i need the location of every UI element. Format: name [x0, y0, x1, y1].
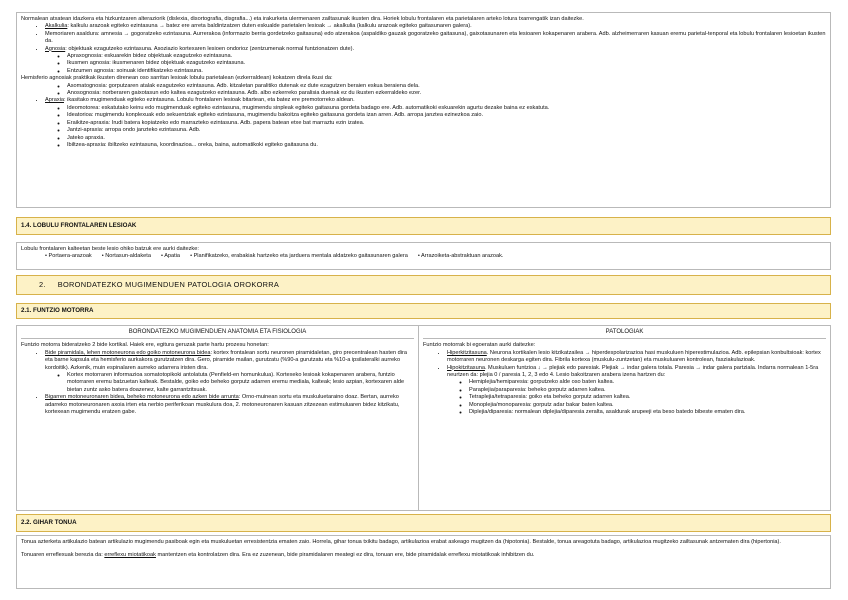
hemisphere-paragraph: Hemisferio agnosiak praktikak ikusten direnean oso sarritan lesioak lobulu parietalean (ezkerraldean) kokatzen direla ikusi da: [21, 75, 333, 82]
term-label: Hiperkitzitasuna [447, 349, 487, 356]
list-item: ◦ Apraxognosia: eskuarekin bidez objektuak ezagutzeko ezintasuna. [67, 53, 826, 60]
frontal-lesion-list [21, 253, 826, 260]
agnosia-sublist [45, 53, 826, 75]
list-item [447, 350, 826, 365]
pathology-column [419, 326, 830, 510]
term-label: Memoriaren asaldura [45, 30, 98, 37]
list-item [45, 97, 826, 149]
term-label: Agnosia [45, 45, 66, 52]
section-header-1-4: 1.4. LOBULU FRONTALAREN LESIOAK [16, 217, 831, 235]
pathology-list [423, 350, 826, 417]
motor-function-table [16, 325, 831, 511]
list-item: ◦ Ideatorioa: mugimendu konplexuak edo sekuentziak egiteko ezintasuna, mugimendu bakoitza egiteko gaitasuna gordeta izan arren. Adb. arropa janztea ezinezkoa zaio. [67, 112, 826, 119]
list-item: ◦ Jantzi-apraxia: arropa ondo janzteko ezintasuna. Adb. [67, 127, 826, 134]
term-label: Akalkulia [45, 23, 68, 30]
text-span: Tonuaren erreflexuak berezia da: [21, 552, 105, 559]
term-text: : kortex frontalean sortu neuronen piramidaletan, giro precentralean hasten dira eta barne kapsula eta hemisferio aurkakora gurutzatzen dira. Gero, piramide mailan, gurutzatu (%90-a gurutzatu eta %10-a ipsilateralki aurreko kordoitik). Azkenik, muin espinalaren aurreko adarrera iristen dira. [45, 349, 407, 371]
term-text: : kalkulu arazoak egiteko ezintasuna → batez ere arreta baldintzatzen duten eskualde parietalen lesioak → akalkulia (kalkulu arazoak egiteko gaitasunaren galera). [67, 23, 472, 30]
tone-paragraph-2 [21, 552, 826, 559]
term-label: Apraxia [45, 97, 64, 104]
term-label: Hipokitzitasuna [447, 364, 485, 371]
list-item: ◦ Ideomotorea: eskatutako keinu edo mugimenduak egiteko ezintasuna, mugimendu sinpleak egiteko gaitasuna gordeta badago ere. Adb. automatikoki eskuarekin agurtu dezake baina ez eskatuta. [67, 105, 826, 112]
list-item: ◦ Anosognosia: norberaren gaixotasun edo kaltea ezagutzeko ezintasuna. Adb. albo ezkerreko paralisia duenak ez du ikusten ezkerraldeko ezer. [67, 90, 826, 97]
list-item: ◦ Eraikitze-apraxia: Irudi batera kopiatzeko edo marrazteko ezintasuna. Adb. papera batean etxe bat marraztu ezin izatea. [67, 120, 826, 127]
list-item: ◦ Paraplejia/paraparesia: beheko gorputz adarren kaltea. [469, 387, 826, 394]
muscle-tone-box [16, 535, 831, 589]
frontal-intro: Lobulu frontalaren kalteetan beste lesio ohiko batzuk ere aurki daitezke: [21, 246, 199, 252]
list-item: ◦ Jateko apraxia. [67, 135, 826, 142]
pathology-intro: Funtzio motorrak bi egoeratan aurki daitezke: [423, 342, 536, 349]
list-item: ◦ Ikusmen agnosia: ikusmenaren bidez objektuak ezagutzeko ezintasuna. [67, 60, 826, 67]
list-item [45, 46, 826, 76]
list-item: ◦ Ibiltzea-apraxia: ibiltzeko ezintasuna, koordinazioa... oreka, baina, automatikoki egiteko gaitasuna du. [67, 142, 826, 149]
list-item: ◦ Asomatognosia: gorputzaren atalak ezagutzeko ezintasuna. Adb. kitzaletan paralitiko dutenak ez dute ezagutzen beraien eskua beraiena dela. [67, 83, 826, 90]
list-item: • Portaera-arazoak [45, 253, 92, 260]
pathway-sublist [45, 372, 414, 394]
section-header-2-2: 2.2. GIHAR TONUA [16, 514, 831, 532]
column-title: PATOLOGIAK [423, 329, 826, 339]
term-text: . Muskuluen funtzioa ↓ → plejiak edo paresiak. Plejiak → indar galera totala. Paresia → indar galera partziala. Indarra normalean 1-5ra neurtzen da: plejia 0 / paresia 1, 2, 3 edo 4. Lesio bakoitzaren arabera izena hartzen du: [447, 364, 819, 379]
term-text: : objektuak ezagutzeko ezintasuna. Asoziazio kortexaren lesioen ondorioz (zentzumenak normal funtzionatzen dute). [65, 45, 355, 52]
chapter-header-2 [16, 275, 831, 295]
section-header-2-1: 2.1. FUNTZIO MOTORRA [16, 303, 831, 319]
term-text: . Neurona kortikalen lesio kitzikatzailea → hiperdespolarizazioa hasi muskuluen hiperestimulazioa. Adb. epilepsian konbultsioak: kortex motorraren neuronen deskarga egiten dira. Fibrila kortexa (muskulu-zuntzetan) eta muskuluaren kontrolean, fasziakulazioak. [447, 349, 821, 364]
term-text: : Orno-muinean sortu eta muskuluetaraino doaz. Bertan, aurreko adarreko motoneuronaren axoia irten eta nerbio periferikoan muskulura doa, 2. motoneuronaren kasuan zitzezean estimuluaren bidez kitzikatu, kortexean mugimendu eratzen gabe. [45, 394, 400, 416]
term-text: : amnesia → gogoratzeko ezintasuna. Aurrerakoa (informazio berria gordetzeko gaitasuna) edo atzerakoa (aspaldiko gauzak gogoratzeko gaitasuna), gaixotasunaren eta lesioaren kokapenaren arabera. Adb. alzheimerraren kasuan eremu parietal-tenporal eta lobulu frontalaren lesioetan ikusten da. [45, 30, 826, 45]
list-item [45, 394, 414, 416]
list-item [45, 31, 826, 46]
list-item: • Nortasun-aldaketa [102, 253, 151, 260]
list-item: ◦ Monoplejia/monoparesia: gorputz adar bakar baten kaltea. [469, 402, 826, 409]
paresis-sublist [447, 379, 826, 416]
column-title: BORONDATEZKO MUGIMENDUEN ANATOMIA ETA FISIOLOGIA [21, 329, 414, 339]
apraxia-list [21, 97, 826, 149]
apraxia-sublist [45, 105, 826, 149]
list-item [45, 350, 414, 394]
list-item: ◦ Diplejia/diparesia: normalean diplejia/diparesia zeralta, asaldurak arupeeji eta beso batedo bibeste ematen dira. [469, 409, 826, 416]
list-item [45, 23, 826, 30]
list-item: • Arrazoiketa-abstraktuan arazoak. [418, 253, 504, 260]
chapter-number: 2. [39, 280, 46, 290]
term-label: Bide piramidala, lehen motoneurona edo goiko motoneurona bidea [45, 349, 211, 356]
list-item: • Planifikatzeko, erabakiak hartzeko eta jarduera mentala aldatzeko gaitasunaren galera [190, 253, 408, 260]
reflex-link[interactable]: erreflexu miotatikoak [104, 552, 156, 559]
disorder-list [21, 23, 826, 75]
list-item: ◦ Tetraplejia/tetraparesia: goiko eta beheko gorputz adarren kaltea. [469, 394, 826, 401]
anatomy-intro: Funtzio motorra bideratzeko 2 bide kortikal. Haiek ere, egitura geruzak parte hartu prozesu honetan: [21, 342, 269, 349]
list-item [447, 365, 826, 417]
list-item: ◦ Entzumen agnosia: soinuak identifikatzeko ezintasuna. [67, 68, 826, 75]
list-item: ◦ Hemiplejia/hemiparesia: gorputzeko alde oso baten kaltea. [469, 379, 826, 386]
list-item: • Apatia [161, 253, 180, 260]
term-label: Bigarren motoneuronaren bidea, beheko motoneurona edo azken bide arrunta [45, 394, 239, 401]
neuropsychology-box [16, 12, 831, 208]
term-text: : ikasitako mugimenduak egiteko ezintasuna. Lobulu frontalaren lesioak bitartean, eta batez ere premotorreko aldean. [63, 97, 355, 104]
pathway-list [21, 350, 414, 417]
tone-paragraph-1: Tonua azterketa artikulazio batean artikulazio mugimendu pasiboak egin eta muskuluetan erresistentzia ematen zaio. Horrela, gihar tonua txikitu badago, artikulazioa erabat askeago mugitzen da (hipotonia). Bestalde, tonua areagotuta badago, artikulazioa mugitzeko zailtasunak antzematen dira (hipertonia). [21, 539, 781, 545]
chapter-title: BORONDATEZKO MUGIMENDUEN PATOLOGIA OROKORRA [57, 280, 280, 290]
text-span: mantentzen eta kontrolatzen dira. Era ez zuzenean, bide piramidalaren meategi ez dira, tonuan ere, bide piramidalak erreflexu miotatikoak inhibitzen du. [155, 552, 535, 559]
frontal-lesions-box [16, 242, 831, 270]
intro-paragraph: Normalean atxatean idazkera eta hizkuntzaren alteraziorik (dislexia, disortografia, disgrafia...) eta irakurketa ulermenaren zailtasunak ikusten dira. Horiek lobulu frontalaren eta parietalaren arteko lotura txarrengatik izan daitezke. [21, 16, 584, 22]
anatomy-column [17, 326, 419, 510]
list-item: ◦ Kortex motorraren informazioa somatotopikoki antolatuta (Penfield-en homunkulua). Kortexeko lesioak kokapenaren arabera, funtzio motorraren eremu batzuetan kalteak. Bestalde, goiko edo beheko gorputz adarren eremu mediala, kalteak; lesio azpian, kortexaren alde bietan zuntz asko batera doazenez, kalte garrantzitsuak. [67, 372, 414, 394]
hemisphere-sublist [21, 83, 826, 98]
